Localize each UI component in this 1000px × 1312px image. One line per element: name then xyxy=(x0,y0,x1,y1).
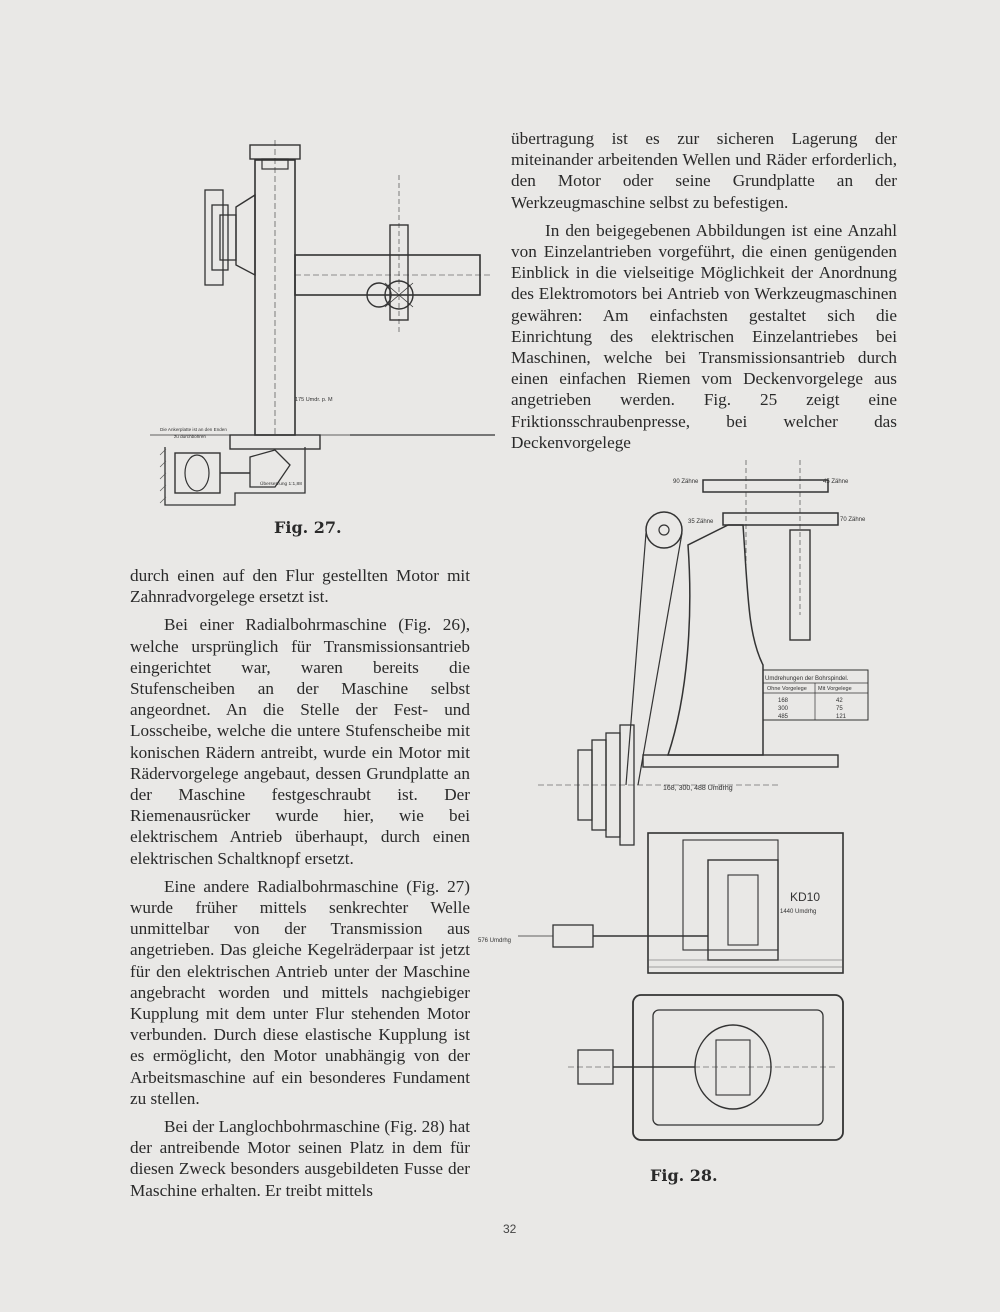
fig28-drawing xyxy=(478,455,898,1155)
fig28-label-90: 90 Zähne xyxy=(673,479,699,485)
rpm-table-title: Umdrehungen der Bohrspindel. xyxy=(765,676,849,682)
text-column-left xyxy=(130,565,470,1208)
paragraph: Bei der Langlochbohrmaschine (Fig. 28) hat der antreibende Motor seinen Platz in dem für diesen Zweck besonders ausgebildeten Fusse der Maschine erhalten. Er treibt mittels xyxy=(130,1117,470,1200)
motor-rpm-label: 1440 Umdrhg xyxy=(780,909,817,915)
fig27-label-gear: Übersetzung 1:1,88 xyxy=(260,482,302,487)
paragraph: durch einen auf den Flur gestellten Motor mit Zahnradvorgelege ersetzt ist. xyxy=(130,566,470,607)
paragraph: In den beigegebenen Abbildungen ist eine Anzahl von Einzelantrieben vorgeführt, die einen genügenden Einblick in die vielseitige Möglichkeit der Anordnung des Elektromotors bei Antrieb von Werkzeugmaschinen gewähren: Am einfachsten gestaltet sich die Einrichtung des elektrischen Einzelantriebes bei Maschinen, welche bei Transmissionsantrieb durch einen einfachen Riemen vom Deckenvorgelege aus angetrieben werden. Fig. 25 zeigt eine Friktionsschraubenpresse, bei welcher das Deckenvorgelege xyxy=(511,220,897,452)
fig27-label-note-2: zu durchbohren xyxy=(174,434,206,439)
rpm-table-header-1: Ohne Vorgelege xyxy=(767,686,807,692)
rpm-table-header-2: Mit Vorgelege xyxy=(818,686,852,692)
rpm-table-cell: 75 xyxy=(836,706,843,712)
rpm-table-cell: 121 xyxy=(836,714,847,720)
paragraph: übertragung ist es zur sicheren Lagerung der miteinander arbeitenden Wellen und Räder erforderlich, den Motor oder seine Grundplatte an der Werkzeugmaschine selbst zu befestigen. xyxy=(511,129,897,212)
fig28-label-576: 576 Umdrhg xyxy=(478,938,512,944)
fig27-label-speed: 175 Umdr. p. M xyxy=(295,397,333,403)
fig28-label-speeds: 168, 300, 488 Umdrhg xyxy=(663,785,733,792)
fig27-drawing xyxy=(150,135,495,515)
rpm-table-cell: 300 xyxy=(778,706,789,712)
rpm-table-cell: 485 xyxy=(778,714,789,720)
rpm-table-cell: 168 xyxy=(778,698,789,704)
fig28-label-35: 35 Zähne xyxy=(688,519,714,525)
rpm-table-cell: 42 xyxy=(836,698,843,704)
motor-label: KD10 xyxy=(790,890,821,904)
fig28-label-45: 45 Zähne xyxy=(823,479,849,485)
paragraph: Eine andere Radialbohrmaschine (Fig. 27) wurde früher mittels senkrechter Welle unmittelbar von der Transmission aus angetrieben. Das gleiche Kegelräderpaar ist jetzt für den elektrischen Antrieb unter der Maschine angebracht worden und mittels nachgiebiger Kupplung mit dem unter Flur stehenden Motor verbunden. Durch diese elastische Kupplung ist es ermöglicht, den Motor unabhängig von der Arbeitsmaschine auf ein besonderes Fundament zu stellen. xyxy=(130,876,470,1108)
fig28-caption: Fig. 28. xyxy=(650,1166,718,1185)
fig27-caption: Fig. 27. xyxy=(274,518,342,537)
paragraph: Bei einer Radialbohrmaschine (Fig. 26), welche ursprünglich für Transmissionsantrieb eingerichtet war, waren bereits die Stufenscheiben an der Maschine selbst angeordnet. An die Stelle der Fest- und Losscheibe, welche die untere Stufenscheibe mit konischen Rädern antreibt, wurde ein Motor mit Rädervorgelege angebaut, dessen Grundplatte an der Maschine festgeschraubt ist. Der Riemenausrücker wurde hier, wie bei elektrischem Antrieb überhaupt, durch einen elektrischen Schaltknopf ersetzt. xyxy=(130,615,470,868)
text-column-top-right xyxy=(511,128,897,460)
fig28-label-70: 70 Zähne xyxy=(840,517,866,523)
fig27-label-note-1: Die Ankerplatte ist an den Enden xyxy=(160,427,227,432)
page-number: 32 xyxy=(503,1222,517,1236)
